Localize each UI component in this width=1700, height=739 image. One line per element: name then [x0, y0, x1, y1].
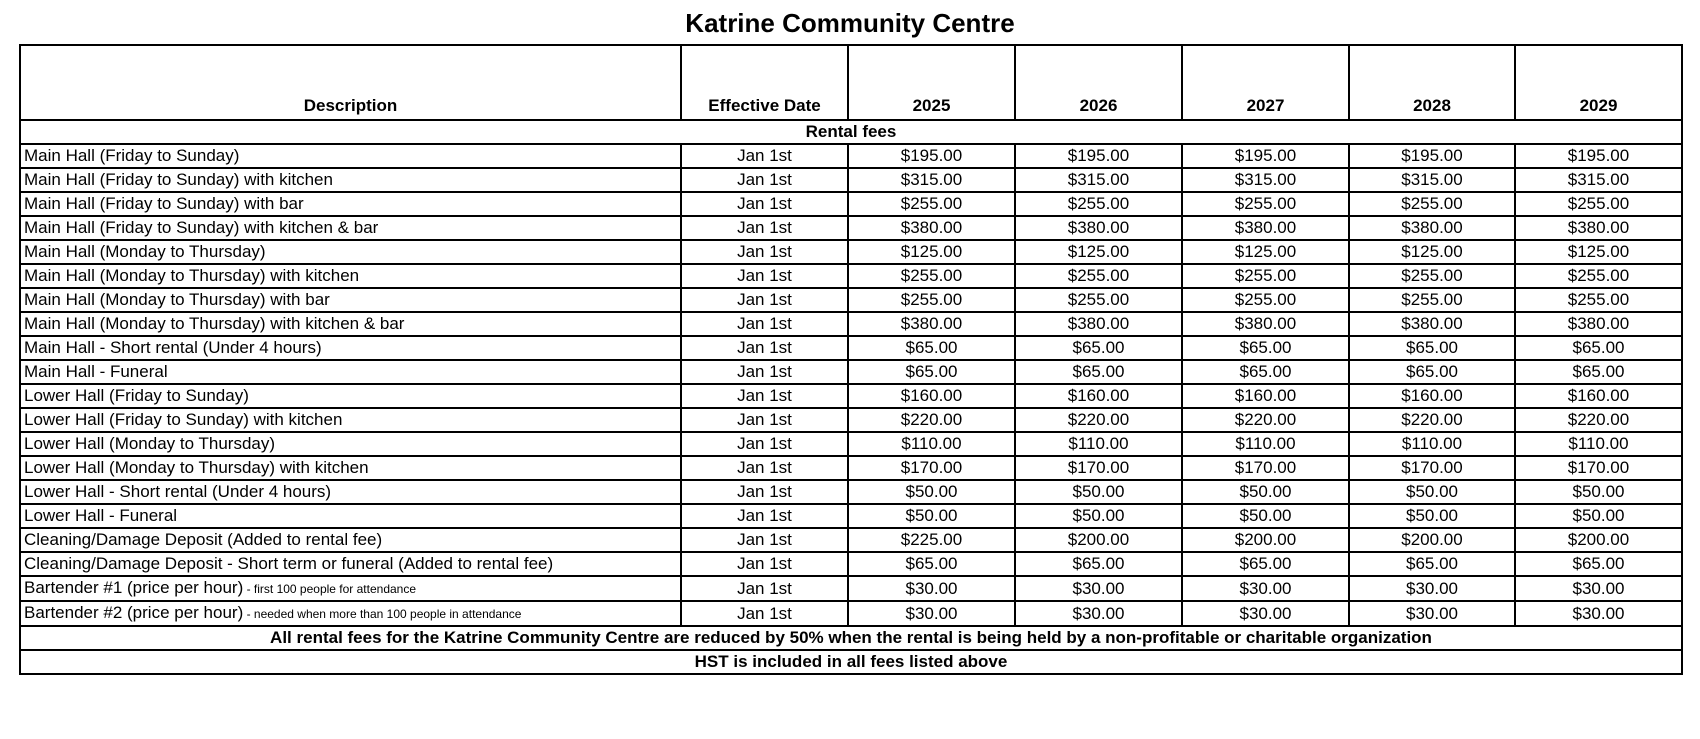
- description-text: Main Hall (Friday to Sunday): [24, 146, 240, 165]
- effective-date: Jan 1st: [681, 288, 848, 312]
- fee-2027: $220.00: [1182, 408, 1349, 432]
- row-description: [20, 216, 681, 240]
- description-text: Main Hall (Friday to Sunday) with kitchen & bar: [24, 218, 379, 237]
- fee-2025: $255.00: [848, 192, 1015, 216]
- fee-2029: $380.00: [1515, 216, 1682, 240]
- fee-2025: $255.00: [848, 264, 1015, 288]
- fee-2027: $315.00: [1182, 168, 1349, 192]
- fee-2027: $50.00: [1182, 480, 1349, 504]
- effective-date: Jan 1st: [681, 360, 848, 384]
- fee-2025: $65.00: [848, 360, 1015, 384]
- table-row: [20, 336, 1682, 360]
- row-description: [20, 408, 681, 432]
- fee-2028: $200.00: [1349, 528, 1515, 552]
- effective-date: Jan 1st: [681, 552, 848, 576]
- fee-2029: $50.00: [1515, 504, 1682, 528]
- fee-2028: $380.00: [1349, 312, 1515, 336]
- row-description: [20, 504, 681, 528]
- description-text: Cleaning/Damage Deposit - Short term or funeral (Added to rental fee): [24, 554, 554, 573]
- fee-2029: $255.00: [1515, 192, 1682, 216]
- fee-2025: $380.00: [848, 216, 1015, 240]
- table-row: [20, 432, 1682, 456]
- fee-2026: $380.00: [1015, 312, 1182, 336]
- fee-2029: $160.00: [1515, 384, 1682, 408]
- effective-date: Jan 1st: [681, 240, 848, 264]
- table-row: [20, 576, 1682, 601]
- description-text: Main Hall (Monday to Thursday) with kitchen: [24, 266, 360, 285]
- fee-2026: $160.00: [1015, 384, 1182, 408]
- row-description: [20, 576, 681, 601]
- header-2026: 2026: [1015, 45, 1182, 120]
- fee-2025: $125.00: [848, 240, 1015, 264]
- fee-2029: $315.00: [1515, 168, 1682, 192]
- description-text: Lower Hall - Short rental (Under 4 hours): [24, 482, 332, 501]
- fee-2026: $50.00: [1015, 480, 1182, 504]
- header-effective-date: Effective Date: [681, 45, 848, 120]
- table-row: [20, 456, 1682, 480]
- footnote-discount: All rental fees for the Katrine Community Centre are reduced by 50% when the rental is being held by a non-profitable or charitable organization: [20, 626, 1682, 650]
- fee-2026: $30.00: [1015, 601, 1182, 626]
- row-description: [20, 384, 681, 408]
- row-description: [20, 288, 681, 312]
- fee-2026: $255.00: [1015, 192, 1182, 216]
- row-description: [20, 264, 681, 288]
- fee-2026: $50.00: [1015, 504, 1182, 528]
- table-row: [20, 168, 1682, 192]
- fee-2025: $65.00: [848, 552, 1015, 576]
- fee-2027: $200.00: [1182, 528, 1349, 552]
- fee-2027: $30.00: [1182, 576, 1349, 601]
- footnote-row: [20, 650, 1682, 674]
- fee-2026: $200.00: [1015, 528, 1182, 552]
- fee-2026: $380.00: [1015, 216, 1182, 240]
- fee-2025: $220.00: [848, 408, 1015, 432]
- header-row: [20, 45, 1682, 120]
- fee-2025: $170.00: [848, 456, 1015, 480]
- effective-date: Jan 1st: [681, 168, 848, 192]
- fee-2028: $315.00: [1349, 168, 1515, 192]
- fee-table: [19, 44, 1683, 675]
- table-row: [20, 408, 1682, 432]
- table-row: [20, 192, 1682, 216]
- fee-2028: $255.00: [1349, 264, 1515, 288]
- fee-2029: $125.00: [1515, 240, 1682, 264]
- fee-2029: $50.00: [1515, 480, 1682, 504]
- footnote-hst: HST is included in all fees listed above: [20, 650, 1682, 674]
- header-2025: 2025: [848, 45, 1015, 120]
- fee-2028: $65.00: [1349, 360, 1515, 384]
- fee-2029: $195.00: [1515, 144, 1682, 168]
- effective-date: Jan 1st: [681, 384, 848, 408]
- fee-2026: $125.00: [1015, 240, 1182, 264]
- fee-2028: $30.00: [1349, 601, 1515, 626]
- fee-2026: $65.00: [1015, 552, 1182, 576]
- description-text: Lower Hall - Funeral: [24, 506, 178, 525]
- fee-2025: $65.00: [848, 336, 1015, 360]
- table-row: [20, 312, 1682, 336]
- table-row: [20, 504, 1682, 528]
- fee-2028: $160.00: [1349, 384, 1515, 408]
- table-row: [20, 480, 1682, 504]
- description-text: Lower Hall (Monday to Thursday): [24, 434, 276, 453]
- row-description: [20, 480, 681, 504]
- description-text: Main Hall - Short rental (Under 4 hours): [24, 338, 322, 357]
- description-text: Main Hall (Monday to Thursday) with bar: [24, 290, 330, 309]
- description-text: Main Hall (Friday to Sunday) with bar: [24, 194, 304, 213]
- fee-2027: $50.00: [1182, 504, 1349, 528]
- effective-date: Jan 1st: [681, 432, 848, 456]
- fee-2028: $125.00: [1349, 240, 1515, 264]
- section-row: [20, 120, 1682, 144]
- row-description: [20, 144, 681, 168]
- row-description: [20, 432, 681, 456]
- fee-2025: $195.00: [848, 144, 1015, 168]
- row-description: [20, 360, 681, 384]
- effective-date: Jan 1st: [681, 408, 848, 432]
- row-description: [20, 552, 681, 576]
- page-title: Katrine Community Centre: [685, 8, 1015, 38]
- fee-2025: $110.00: [848, 432, 1015, 456]
- fee-2028: $65.00: [1349, 552, 1515, 576]
- fee-2026: $65.00: [1015, 360, 1182, 384]
- fee-2029: $170.00: [1515, 456, 1682, 480]
- fee-2028: $170.00: [1349, 456, 1515, 480]
- row-description: [20, 240, 681, 264]
- fee-2029: $380.00: [1515, 312, 1682, 336]
- fee-2029: $255.00: [1515, 288, 1682, 312]
- effective-date: Jan 1st: [681, 480, 848, 504]
- table-row: [20, 552, 1682, 576]
- header-2029: 2029: [1515, 45, 1682, 120]
- fee-2028: $380.00: [1349, 216, 1515, 240]
- row-description: [20, 456, 681, 480]
- description-text: Lower Hall (Friday to Sunday): [24, 386, 249, 405]
- fee-2029: $65.00: [1515, 552, 1682, 576]
- fee-2027: $125.00: [1182, 240, 1349, 264]
- fee-2029: $220.00: [1515, 408, 1682, 432]
- fee-2026: $255.00: [1015, 288, 1182, 312]
- table-row: [20, 528, 1682, 552]
- fee-2026: $170.00: [1015, 456, 1182, 480]
- fee-2027: $380.00: [1182, 312, 1349, 336]
- fee-2027: $30.00: [1182, 601, 1349, 626]
- table-row: [20, 384, 1682, 408]
- fee-2027: $255.00: [1182, 192, 1349, 216]
- effective-date: Jan 1st: [681, 336, 848, 360]
- footnote-row: [20, 626, 1682, 650]
- fee-2029: $65.00: [1515, 360, 1682, 384]
- fee-2025: $30.00: [848, 576, 1015, 601]
- fee-2026: $65.00: [1015, 336, 1182, 360]
- effective-date: Jan 1st: [681, 456, 848, 480]
- description-note: - first 100 people for attendance: [243, 582, 417, 596]
- fee-2027: $65.00: [1182, 336, 1349, 360]
- fee-2026: $30.00: [1015, 576, 1182, 601]
- fee-2029: $30.00: [1515, 601, 1682, 626]
- fee-2028: $110.00: [1349, 432, 1515, 456]
- fee-2025: $255.00: [848, 288, 1015, 312]
- description-text: Cleaning/Damage Deposit (Added to rental fee): [24, 530, 383, 549]
- fee-2028: $50.00: [1349, 504, 1515, 528]
- fee-2027: $255.00: [1182, 264, 1349, 288]
- fee-2028: $255.00: [1349, 192, 1515, 216]
- table-row: [20, 216, 1682, 240]
- row-description: [20, 336, 681, 360]
- description-text: Bartender #2 (price per hour): [24, 603, 244, 622]
- table-row: [20, 264, 1682, 288]
- effective-date: Jan 1st: [681, 264, 848, 288]
- fee-2027: $195.00: [1182, 144, 1349, 168]
- fee-2025: $380.00: [848, 312, 1015, 336]
- header-description: Description: [20, 45, 681, 120]
- fee-2028: $65.00: [1349, 336, 1515, 360]
- header-2027: 2027: [1182, 45, 1349, 120]
- fee-2029: $30.00: [1515, 576, 1682, 601]
- table-row: [20, 240, 1682, 264]
- row-description: [20, 312, 681, 336]
- fee-2029: $65.00: [1515, 336, 1682, 360]
- effective-date: Jan 1st: [681, 192, 848, 216]
- description-text: Main Hall (Monday to Thursday): [24, 242, 266, 261]
- fee-2029: $255.00: [1515, 264, 1682, 288]
- fee-2029: $200.00: [1515, 528, 1682, 552]
- fee-2026: $195.00: [1015, 144, 1182, 168]
- fee-2027: $170.00: [1182, 456, 1349, 480]
- fee-2027: $65.00: [1182, 552, 1349, 576]
- description-text: Main Hall - Funeral: [24, 362, 168, 381]
- fee-2026: $220.00: [1015, 408, 1182, 432]
- description-text: Main Hall (Monday to Thursday) with kitchen & bar: [24, 314, 405, 333]
- fee-2025: $315.00: [848, 168, 1015, 192]
- fee-2027: $160.00: [1182, 384, 1349, 408]
- fee-2028: $195.00: [1349, 144, 1515, 168]
- fee-2026: $110.00: [1015, 432, 1182, 456]
- fee-2025: $50.00: [848, 504, 1015, 528]
- fee-2025: $50.00: [848, 480, 1015, 504]
- fee-2027: $255.00: [1182, 288, 1349, 312]
- fee-2028: $50.00: [1349, 480, 1515, 504]
- fee-2025: $30.00: [848, 601, 1015, 626]
- description-text: Main Hall (Friday to Sunday) with kitchen: [24, 170, 333, 189]
- effective-date: Jan 1st: [681, 216, 848, 240]
- fee-2027: $380.00: [1182, 216, 1349, 240]
- row-description: [20, 168, 681, 192]
- fee-2028: $220.00: [1349, 408, 1515, 432]
- table-row: [20, 601, 1682, 626]
- table-row: [20, 144, 1682, 168]
- fee-2026: $255.00: [1015, 264, 1182, 288]
- fee-2025: $225.00: [848, 528, 1015, 552]
- effective-date: Jan 1st: [681, 144, 848, 168]
- effective-date: Jan 1st: [681, 601, 848, 626]
- header-2028: 2028: [1349, 45, 1515, 120]
- table-row: [20, 360, 1682, 384]
- effective-date: Jan 1st: [681, 504, 848, 528]
- row-description: [20, 192, 681, 216]
- effective-date: Jan 1st: [681, 312, 848, 336]
- effective-date: Jan 1st: [681, 528, 848, 552]
- fee-2027: $65.00: [1182, 360, 1349, 384]
- fee-2028: $255.00: [1349, 288, 1515, 312]
- fee-2026: $315.00: [1015, 168, 1182, 192]
- description-text: Bartender #1 (price per hour): [24, 578, 244, 597]
- effective-date: Jan 1st: [681, 576, 848, 601]
- table-row: [20, 288, 1682, 312]
- fee-2028: $30.00: [1349, 576, 1515, 601]
- fee-2029: $110.00: [1515, 432, 1682, 456]
- row-description: [20, 601, 681, 626]
- row-description: [20, 528, 681, 552]
- fee-2025: $160.00: [848, 384, 1015, 408]
- section-label: Rental fees: [20, 120, 1682, 144]
- description-text: Lower Hall (Friday to Sunday) with kitchen: [24, 410, 343, 429]
- fee-2027: $110.00: [1182, 432, 1349, 456]
- description-note: - needed when more than 100 people in attendance: [243, 607, 522, 621]
- description-text: Lower Hall (Monday to Thursday) with kitchen: [24, 458, 369, 477]
